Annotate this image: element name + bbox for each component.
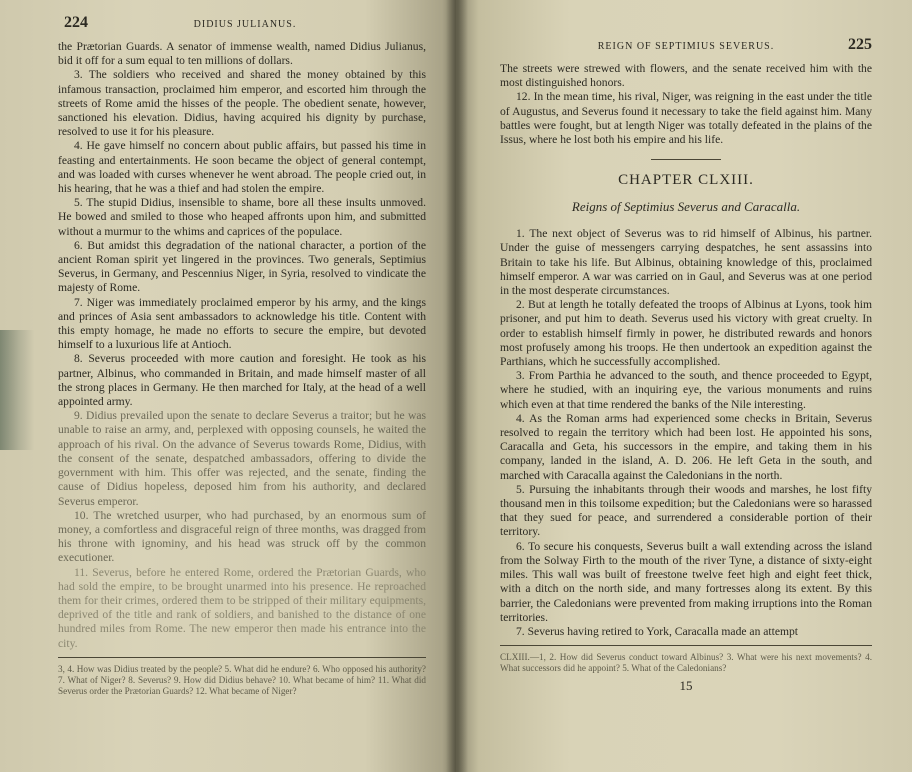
footnote-rule bbox=[500, 645, 872, 646]
paragraph: 5. Pursuing the inhabitants through their woods and marshes, he lost fifty thousand men in this toilsome expedition; but the Caledonians were so harassed that they sued for peace, and surrendered a considerable portion of their territory. bbox=[500, 482, 872, 539]
paragraph: the Prætorian Guards. A senator of immense wealth, named Didius Julianus, bid it off for a sum equal to ten millions of dollars. bbox=[58, 40, 426, 68]
paragraph: 7. Niger was immediately proclaimed emperor by his army, and the kings and princes of Asia sent ambassadors to acknowledge his title. Content with this empty homage, he made no efforts to secure the empire, but devoted himself to a luxurious life at Antioch. bbox=[58, 295, 426, 352]
right-running-title: REIGN OF SEPTIMIUS SEVERUS. bbox=[597, 41, 775, 52]
paragraph: 4. He gave himself no concern about public affairs, but passed his time in feasting and entertainments. He soon became the object of general contempt, and was loaded with curses whenever he went abroad. The people cried out, in his hearing, that he was a thief and had stolen the empire. bbox=[58, 139, 426, 196]
right-study-questions: CLXIII.—1, 2. How did Severus conduct toward Albinus? 3. What were his next movements? 4. What successors did he appoint? 5. What of the Caledonians? bbox=[500, 652, 872, 674]
left-study-questions: 3, 4. How was Didius treated by the people? 5. What did he endure? 6. Who opposed his authority? 7. What of Niger? 8. Severus? 9. How did Didius behave? 10. What became of him? 11. What did Severus order the Prætorian Guards? 12. What became of Niger? bbox=[58, 663, 426, 696]
paragraph: 4. As the Roman arms had experienced some checks in Britain, Severus resolved to regain the territory which had been lost. He appointed his sons, Caracalla and Geta, his successors in the empire, and taking them in his company, landed in the island, A. D. 206. He left Geta in the south, and marched with Caracalla against the Caledonians in the north. bbox=[500, 411, 872, 482]
paragraph: 3. The soldiers who received and shared the money obtained by this infamous transaction, proclaimed him emperor, and escorted him through the streets of Rome amid the hisses of the people. The obedient senate, however, sanctioned his elevation. Didius, having acquired his dignity by purchase, resolved to use it for his pleasure. bbox=[58, 68, 426, 139]
right-page-number: 225 bbox=[848, 36, 872, 53]
paragraph: 9. Didius prevailed upon the senate to declare Severus a traitor; but he was unable to raise an army, and, perplexed with opposing counsels, he waited the approach of his rival. On the advance of Severus towards Rome, Didius, with the consent of the senate, despatched ambassadors, offering to divide the government with him. This offer was rejected, and the senate, finding the cause of Didius hopeless, deposed him from his authority, and declared Severus emperor. bbox=[58, 409, 426, 508]
paragraph: 3. From Parthia he advanced to the south, and thence proceeded to Egypt, where he studied, with an inquiring eye, the various monuments and ruins which even at that time rendered the banks of the Nile interesting. bbox=[500, 369, 872, 411]
paragraph: 12. In the mean time, his rival, Niger, was reigning in the east under the title of Augustus, and Severus found it necessary to take the field against him. Many battles were fought, but at length Niger was totally defeated in the plains of the Issus, where he lost both his empire and his life. bbox=[500, 90, 872, 147]
paragraph: 5. The stupid Didius, insensible to shame, bore all these insults unmoved. He bowed and smiled to those who heaped affronts upon him, and submitted without a murmur to the whims and caprices of the populace. bbox=[58, 196, 426, 238]
left-page-number: 224 bbox=[64, 14, 88, 31]
paragraph: 2. But at length he totally defeated the troops of Albinus at Lyons, took him prisoner, and put him to death. Severus used his victory with great cruelty. In order to establish himself firmly in power, he distributed rewards and honors most profusely among his troops. He then undertook an expedition against the Parthians, which he successfully accomplished. bbox=[500, 298, 872, 369]
left-body-text bbox=[58, 40, 426, 651]
right-running-head bbox=[500, 36, 872, 54]
paragraph: 8. Severus proceeded with more caution and foresight. He took as his partner, Albinus, who commanded in Britain, and made himself master of all the strong places in Germany. He then marched for Italy, at the head of a well appointed army. bbox=[58, 352, 426, 409]
paragraph: The streets were strewed with flowers, and the senate received him with the most distinguished honors. bbox=[500, 62, 872, 90]
chapter-subtitle: Reigns of Septimius Severus and Caracalla. bbox=[571, 199, 801, 215]
paragraph: 7. Severus having retired to York, Caracalla made an attempt bbox=[516, 624, 799, 638]
signature-mark: 15 bbox=[679, 678, 693, 694]
page-edge-shadow bbox=[0, 330, 34, 450]
left-running-head bbox=[64, 14, 426, 32]
paragraph: 11. Severus, before he entered Rome, ordered the Prætorian Guards, who had sold the empire, to be brought unarmed into his presence. He reproached them for their crimes, ordered them to be stripped of their military equipments, deprived of the title and rank of soldiers, and banished to the distance of one hundred miles from Rome. The new emperor then made his entrance into the city. bbox=[58, 565, 426, 650]
left-running-title: DIDIUS JULIANUS. bbox=[193, 19, 297, 30]
paragraph: 6. But amidst this degradation of the national character, a portion of the ancient Roman spirit yet lingered in the provinces. Two generals, Septimius Severus, in Germany, and Pescennius Niger, in Syria, resolved to vindicate the majesty of Rome. bbox=[58, 238, 426, 295]
chapter-title: CHAPTER CLXIII. bbox=[618, 172, 754, 189]
paragraph: 10. The wretched usurper, who had purchased, by an enormous sum of money, a comfortless and disgraceful reign of three months, was dragged from his throne with ignominy, and his head was struck off by the common executioner. bbox=[58, 508, 426, 565]
book-gutter bbox=[446, 0, 468, 772]
paragraph: 6. To secure his conquests, Severus built a wall extending across the island from the Solway Firth to the mouth of the river Tyne, a distance of sixty-eight miles. This wall was built of freestone twelve feet high and eight feet thick, with a ditch on the north side, and many fortresses along its extent. By this barrier, the Caledonians were prevented from making irruptions into the Roman territories. bbox=[500, 539, 872, 624]
right-body-text bbox=[500, 227, 872, 639]
paragraph: 1. The next object of Severus was to rid himself of Albinus, his partner. Under the guise of messengers carrying despatches, he sent assassins into Britain to take his life. But Albinus, obtaining knowledge of this, proclaimed himself emperor. A war was carried on in Gaul, and Severus was at one period in the most desperate circumstances. bbox=[500, 227, 872, 298]
right-intro-text bbox=[500, 62, 872, 147]
chapter-divider bbox=[651, 159, 721, 160]
footnote-rule bbox=[58, 657, 426, 658]
right-page bbox=[456, 0, 912, 772]
